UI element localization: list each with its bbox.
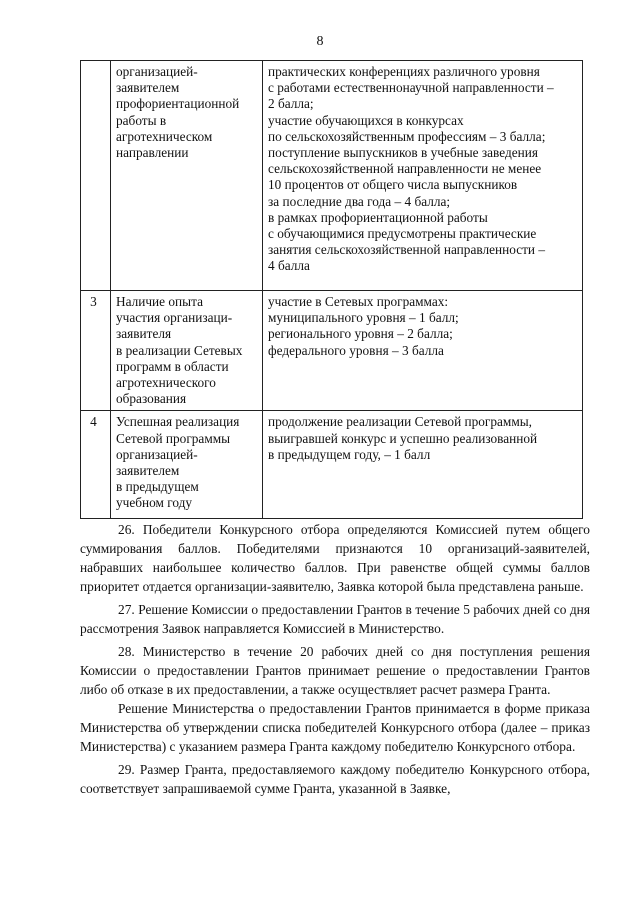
scoring-cell xyxy=(263,61,583,291)
table-row xyxy=(81,411,583,519)
paragraph-28-decision: Решение Министерства о предоставлении Грантов принимается в форме приказа Министерства об утверждении списка победителей Конкурсного отбора (далее – приказ Министерства) с указанием размера Гранта каждому победителю Конкурсного отбора. xyxy=(80,701,590,754)
scoring-cell xyxy=(263,291,583,411)
criterion-cell xyxy=(111,291,263,411)
criterion-text: организацией- заявителем профориентационной работы в агротехническом направлении xyxy=(116,64,240,161)
scoring-text: участие в Сетевых программах: муниципального уровня – 1 балл; регионального уровня – 2 балла; федерального уровня – 3 балла xyxy=(268,294,459,358)
paragraph-29: 29. Размер Гранта, предоставляемого каждому победителю Конкурсного отбора, соответствует запрашиваемой сумме Гранта, указанной в Заявке, xyxy=(80,762,590,796)
criteria-table xyxy=(80,60,583,519)
table-row xyxy=(81,291,583,411)
scoring-cell xyxy=(263,411,583,519)
scoring-text: продолжение реализации Сетевой программы, выигравшей конкурс и успешно реализованной в предыдущем году, – 1 балл xyxy=(268,414,538,462)
criterion-cell xyxy=(111,61,263,291)
criterion-text: Успешная реализация Сетевой программы организацией- заявителем в предыдущем учебном году xyxy=(116,414,240,511)
criterion-cell xyxy=(111,411,263,519)
criterion-text: Наличие опыта участия организаци- заявителя в реализации Сетевых программ в области агротехнического образования xyxy=(116,294,243,407)
body-text xyxy=(80,520,590,798)
row-number xyxy=(81,61,111,291)
table-row xyxy=(81,61,583,291)
paragraph-28: 28. Министерство в течение 20 рабочих дней со дня поступления решения Комиссии о предоставлении Грантов принимает решение о предоставлении Грантов либо об отказе в их предоставлении, а также осуществляет расчет размера Гранта. xyxy=(80,644,590,697)
row-number: 3 xyxy=(81,291,111,411)
paragraph-27: 27. Решение Комиссии о предоставлении Грантов в течение 5 рабочих дней со дня рассмотрения Заявок направляется Комиссией в Министерство. xyxy=(80,602,590,636)
paragraph-26: 26. Победители Конкурсного отбора определяются Комиссией путем общего суммирования баллов. Победителями признаются 10 организаций-заявителей, набравших наибольшее количество баллов. При равенстве общей суммы баллов приоритет отдается организации-заявителю, Заявка которой была представлена раньше. xyxy=(80,522,590,594)
row-number: 4 xyxy=(81,411,111,519)
page-number: 8 xyxy=(316,34,324,49)
scoring-text: практических конференциях различного уровня с работами естественнонаучной направленности – 2 балла; участие обучающихся в конкурсах по сельскохозяйственным профессиям – 3 балла; поступление выпускников в учебные заведения сельскохозяйственной направленности не менее 10 процентов от общего числа выпускников за последние два года – 4 балла; в рамках профориентационной работы с обучающимися предусмотрены практические занятия сельскохозяйственной направленности – 4 балла xyxy=(268,64,554,274)
